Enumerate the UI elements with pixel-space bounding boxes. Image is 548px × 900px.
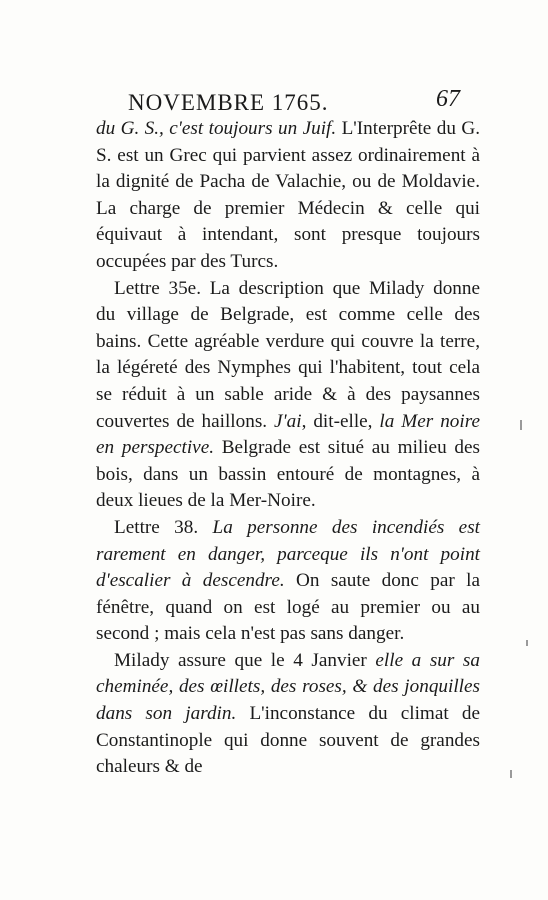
body-text (96, 116, 480, 781)
paragraph-1 (96, 116, 480, 276)
text-run: La personne des incendiés est rarement en danger, parceque ils n'ont point d'escalier à descendre. (96, 516, 480, 592)
text-run: Lettre 35e. La description que Milady donne du village de Belgrade, est comme celle des bains. Cette agréable verdure qui couvre la terre, la légéreté des Nymphes qui l'habitent, tout cela se réduit à un sable aride & à des paysannes couvertes de haillons. (96, 277, 480, 432)
text-run: L'inconstance du climat de Constantinople qui donne souvent de grandes chaleurs & de (96, 703, 480, 778)
text-run: la Mer noire en perspective. (96, 410, 480, 459)
text-run: du G. S., c'est toujours un Juif. (96, 118, 337, 139)
text-run: , dit-elle, (301, 410, 380, 432)
margin-speck (520, 420, 522, 430)
running-title: NOVEMBRE 1765. (128, 90, 329, 115)
text-run: Belgrade est situé au milieu des bois, dans un bassin entouré de montagnes, à deux lieues de la Mer-Noire. (96, 437, 480, 512)
text-run: On saute donc par la fénêtre, quand on est logé au premier ou au second ; mais cela n'est pas sans danger. (96, 570, 480, 645)
text-run: elle a sur sa cheminée, des œillets, des roses, & des jonquilles dans son jardin. (96, 649, 480, 725)
text-run: Lettre 38. (114, 516, 213, 538)
paragraph-3 (96, 515, 480, 648)
paragraph-2 (96, 276, 480, 515)
margin-speck (510, 770, 512, 778)
page-number: 67 (436, 86, 460, 112)
text-run: J'ai (274, 410, 302, 432)
paragraph-4 (96, 648, 480, 781)
margin-speck (526, 640, 528, 646)
text-run: L'Interprête du G. S. est un Grec qui parvient assez ordinairement à la dignité de Pacha de Valachie, ou de Moldavie. La charge de premier Médecin & celle qui équivaut à intendant, sont presque toujours occupées par des Turcs. (96, 118, 480, 272)
text-run: Milady assure que le 4 Janvier (114, 649, 376, 671)
